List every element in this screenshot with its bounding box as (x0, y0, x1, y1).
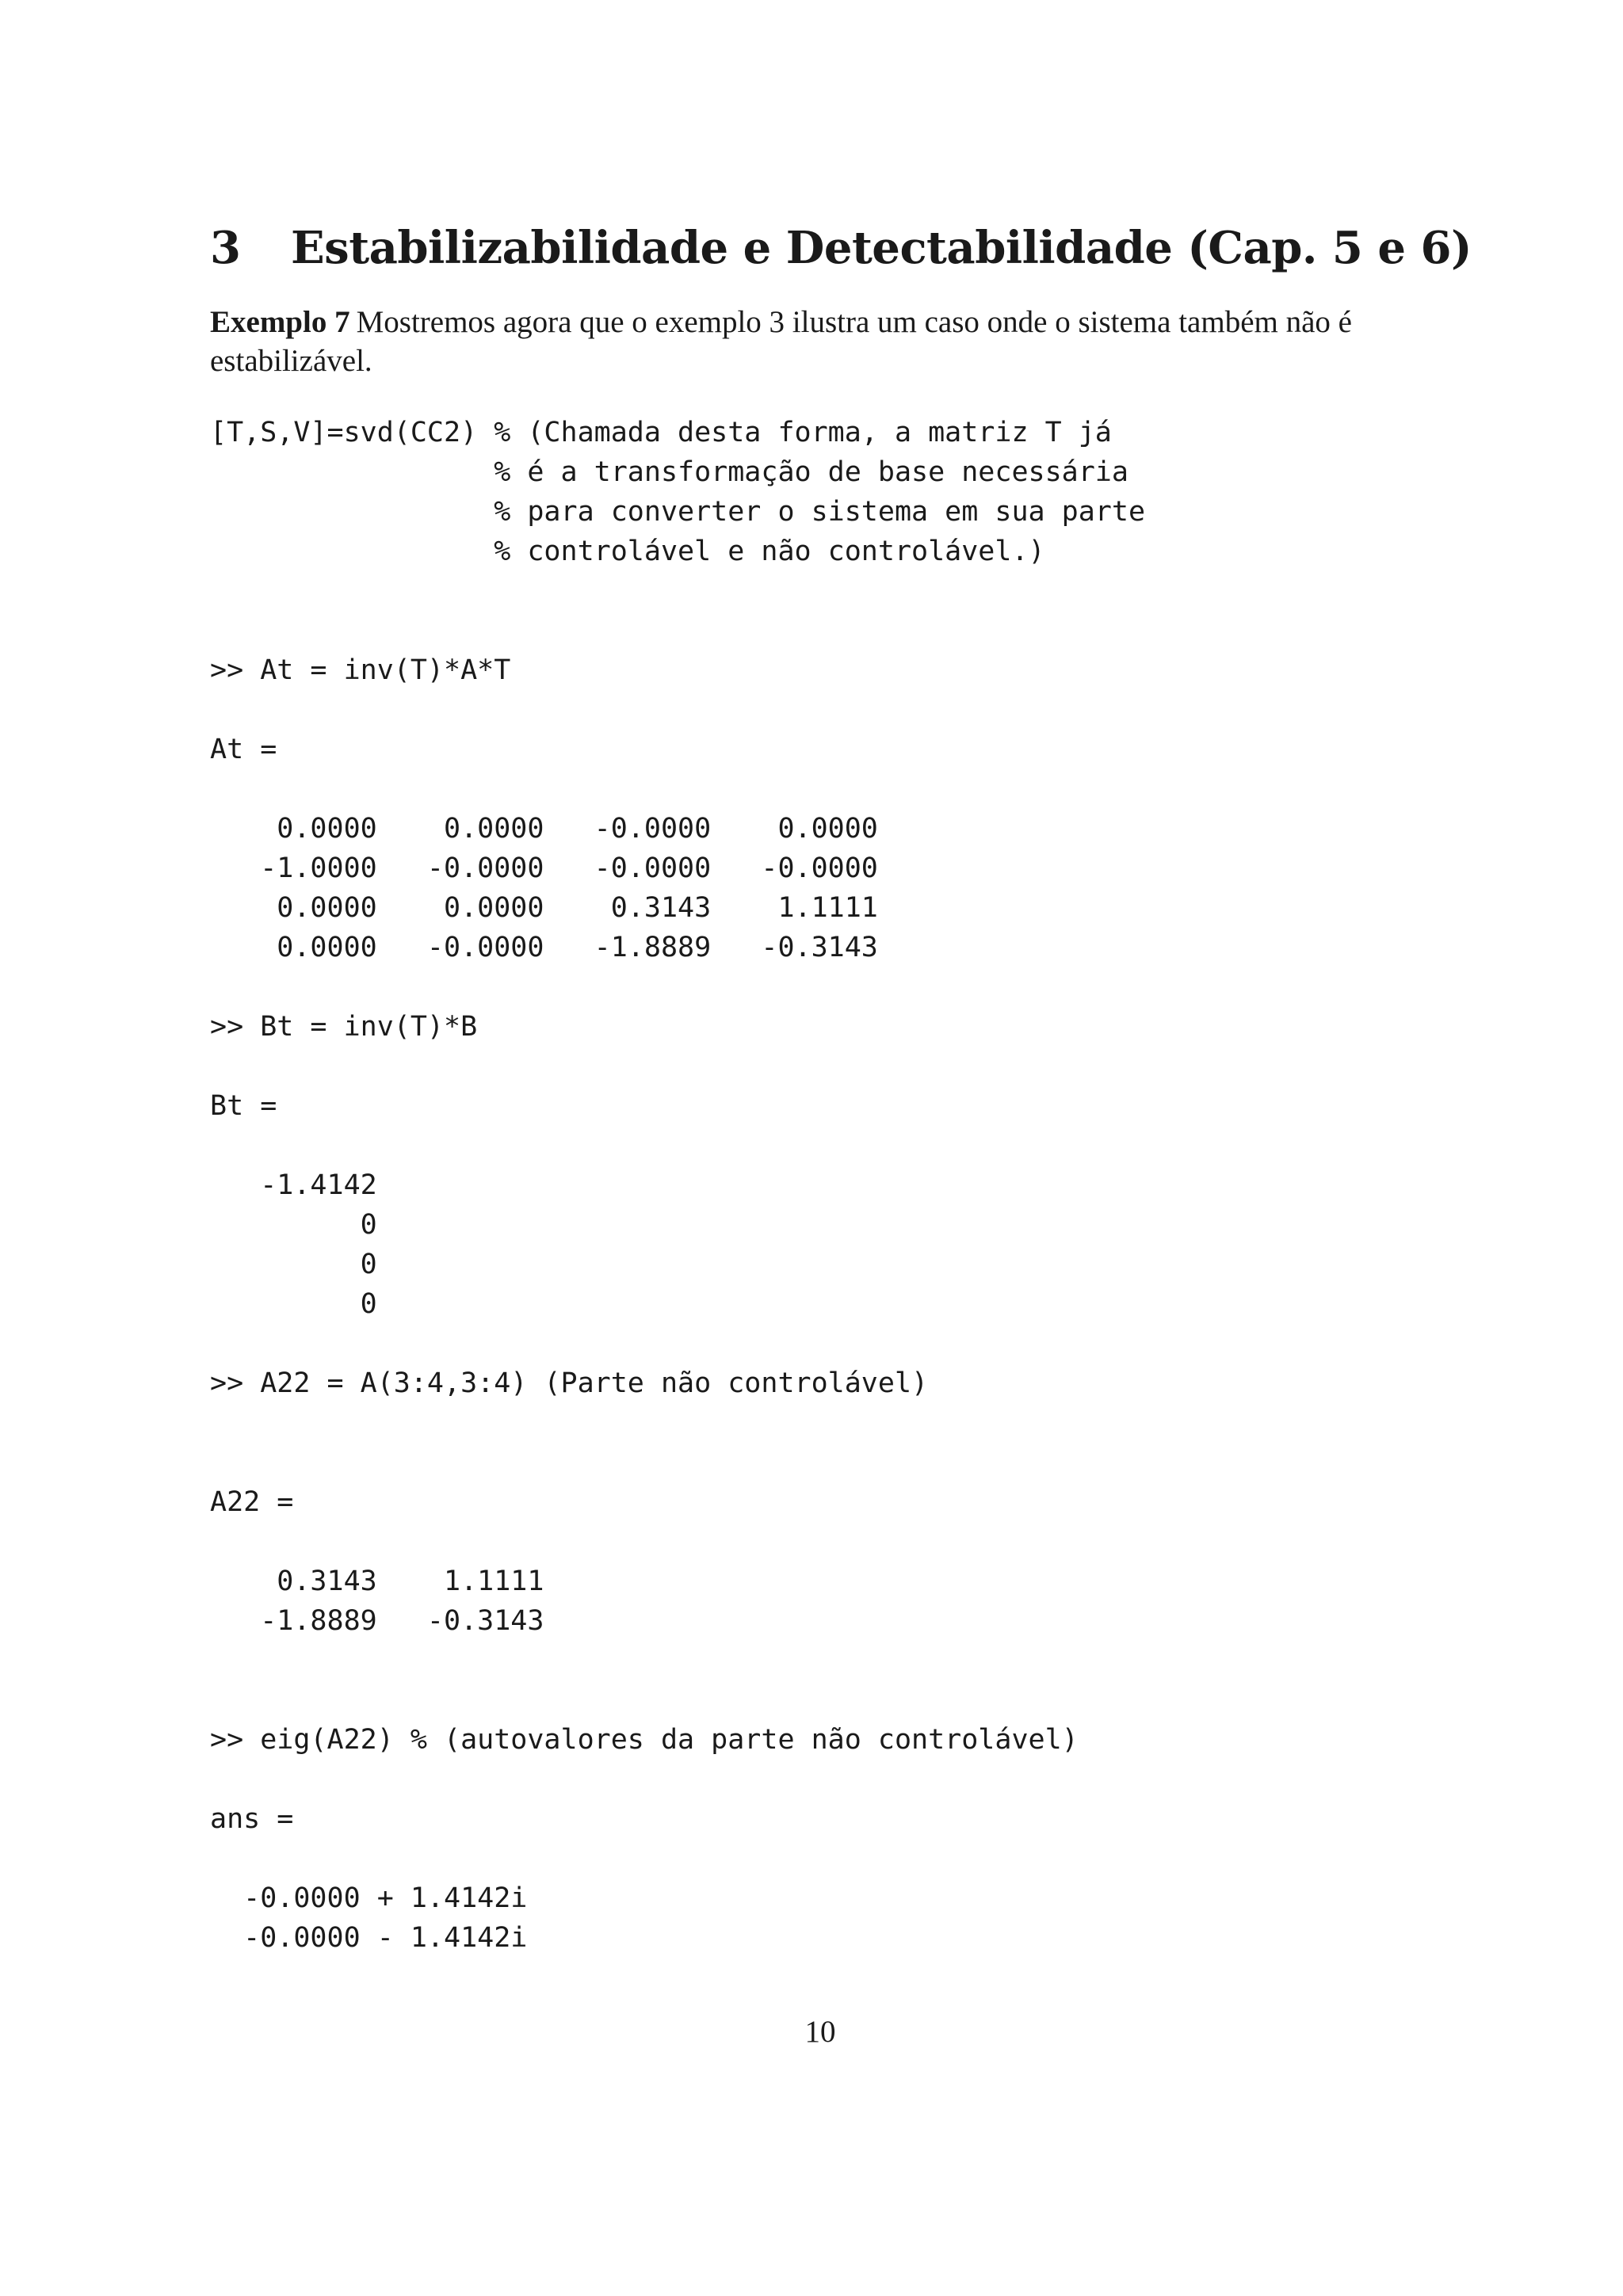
section-title: Estabilizabilidade e Detectabilidade (Cap. 5 e 6) (291, 222, 1472, 274)
code-line (210, 1522, 1145, 1562)
code-line (210, 1324, 1145, 1363)
code-line: % controlável e não controlável.) (210, 536, 1045, 567)
code-line: -0.0000 + 1.4142i (210, 1882, 528, 1914)
code-line (210, 1403, 1145, 1443)
code-line (210, 1126, 1145, 1165)
code-line: -1.0000 -0.0000 -0.0000 -0.0000 (210, 852, 878, 884)
code-line: >> eig(A22) % (autovalores da parte não controlável) (210, 1724, 1079, 1756)
code-line: A22 = (210, 1486, 294, 1518)
code-line (210, 1680, 1145, 1720)
code-line: >> A22 = A(3:4,3:4) (Parte não controlável) (210, 1367, 929, 1399)
code-line: At = (210, 734, 277, 765)
example-text: Mostremos agora que o exemplo 3 ilustra um caso onde o sistema também não é estabilizável. (210, 305, 1352, 378)
code-line: 0 (210, 1288, 377, 1320)
page-number: 10 (804, 2015, 836, 2049)
example-label: Exemplo 7 (210, 305, 350, 339)
code-line: -1.4142 (210, 1169, 377, 1201)
code-line: 0 (210, 1209, 377, 1241)
code-line: 0.0000 0.0000 -0.0000 0.0000 (210, 813, 878, 845)
code-line: ans = (210, 1803, 294, 1835)
code-line: % para converter o sistema em sua parte (210, 496, 1146, 528)
code-line: -1.8889 -0.3143 (210, 1605, 544, 1637)
code-line (210, 967, 1145, 1007)
code-line: % é a transformação de base necessária (210, 456, 1128, 488)
code-line (210, 1047, 1145, 1086)
code-line: 0 (210, 1249, 377, 1280)
code-line: Bt = (210, 1090, 277, 1122)
code-line: >> Bt = inv(T)*B (210, 1011, 478, 1043)
code-line: -0.0000 - 1.4142i (210, 1922, 528, 1954)
code-line: 0.0000 0.0000 0.3143 1.1111 (210, 892, 878, 924)
code-line (210, 571, 1145, 611)
code-line (210, 769, 1145, 809)
code-listing (210, 413, 1145, 1958)
code-line (210, 611, 1145, 650)
code-line (210, 1641, 1145, 1680)
code-line: >> At = inv(T)*A*T (210, 654, 511, 686)
code-line: 0.0000 -0.0000 -1.8889 -0.3143 (210, 932, 878, 963)
section-number: 3 (210, 222, 241, 274)
document-page (210, 0, 1472, 2296)
code-line: [T,S,V]=svd(CC2) % (Chamada desta forma, a matriz T já (210, 417, 1112, 448)
code-line: 0.3143 1.1111 (210, 1566, 544, 1597)
code-line (210, 1443, 1145, 1482)
code-line (210, 690, 1145, 730)
code-line (210, 1839, 1145, 1878)
section-heading (210, 212, 1472, 284)
example-paragraph (210, 303, 1430, 380)
code-line (210, 1760, 1145, 1799)
